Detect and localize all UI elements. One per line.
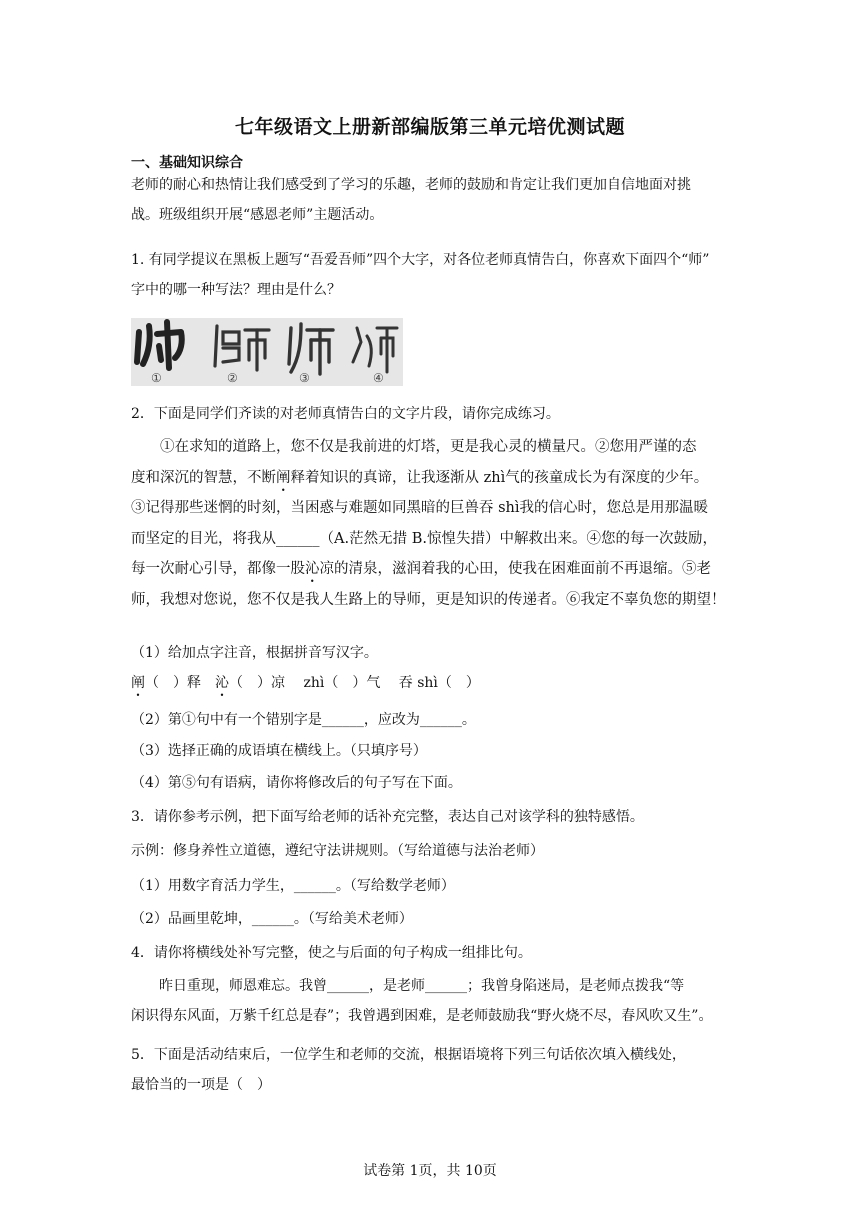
q1-line-1: 1. 有同学提议在黑板上题写“吾爱吾师”四个大字，对各位老师真情告白，你喜欢下面四个“师” xyxy=(131,252,710,268)
q4-line-1: 昨日重现，师恩难忘。我曾______，是老师______；我曾身陷迷局，是老师点拨我“等 xyxy=(159,978,685,994)
calligraphy-shi-image xyxy=(131,318,403,386)
calli-num-4: ④ xyxy=(373,371,384,385)
section-heading: 一、基础知识综合 xyxy=(131,155,243,171)
dotted-char-chan: 阐 xyxy=(276,469,291,486)
calligraphy-char-4 xyxy=(353,328,397,372)
passage-line-3: ③记得那些迷惘的时刻，当困惑与难题如同黑暗的巨兽吞 shì我的信心时，您总是用那温暖 xyxy=(131,500,709,516)
calligraphy-char-1 xyxy=(137,322,182,368)
intro-line-2: 战。班级组织开展“感恩老师”主题活动。 xyxy=(131,207,384,223)
calli-num-3: ③ xyxy=(299,371,310,385)
q3-example: 示例：修身养性立道德，遵纪守法讲规则。（写给道德与法治老师） xyxy=(131,843,544,859)
q2-part-4: （4）第⑤句有语病，请你将修改后的句子写在下面。 xyxy=(131,775,462,791)
question-1 xyxy=(131,245,741,305)
q3-part-1: （1）用数字育活力学生，______。（写给数学老师） xyxy=(131,878,455,894)
q2-part-2: （2）第①句中有一个错别字是______，应改为______。 xyxy=(131,712,476,728)
question-2-stem: 2．下面是同学们齐读的对老师真情告白的文字片段，请你完成练习。 xyxy=(131,406,560,422)
q4-paragraph xyxy=(131,971,741,1031)
page-footer: 试卷第 1页，共 10页 xyxy=(363,1163,497,1179)
passage-line-6: 师，我想对您说，您不仅是我人生路上的导师，更是知识的传递者。⑥我定不辜负您的期望！ xyxy=(131,591,726,608)
q1-line-2: 字中的哪一种写法？理由是什么？ xyxy=(131,282,341,298)
passage-line-2: 度和深沉的智慧，不断阐释着知识的真谛，让我逐渐从 zhì气的孩童成长为有深度的少年。 xyxy=(131,469,709,486)
q5-line-2: 最恰当的一项是（ ） xyxy=(131,1077,271,1093)
q5-line-1: 5．下面是活动结束后，一位学生和老师的交流，根据语境将下列三句话依次填入横线处， xyxy=(131,1047,686,1063)
question-5 xyxy=(131,1040,741,1100)
calli-num-1: ① xyxy=(151,371,162,385)
q4-line-2: 闲识得东风面，万紫千红总是春”；我曾遇到困难，是老师鼓励我“野火烧不尽，春风吹又生”。 xyxy=(131,1008,713,1024)
passage-line-1: ①在求知的道路上，您不仅是我前进的灯塔，更是我心灵的横量尺。②您用严谨的态 xyxy=(160,439,697,455)
q3-part-2: （2）品画里乾坤，______。（写给美术老师） xyxy=(131,911,413,927)
passage-line-5: 每一次耐心引导，都像一股沁凉的清泉，滋润着我的心田，使我在困难面前不再退缩。⑤老 xyxy=(131,561,711,577)
q2-part-3: （3）选择正确的成语填在横线上。（只填序号） xyxy=(131,743,427,759)
page-title: 七年级语文上册新部编版第三单元培优测试题 xyxy=(234,116,625,138)
passage-line-4: 而坚定的目光，将我从______（A.茫然无措 B.惊惶失措）中解救出来。④您的每一次鼓励， xyxy=(131,530,717,547)
calligraphy-char-2 xyxy=(215,326,269,370)
calli-num-2: ② xyxy=(227,371,238,385)
q2-part-1-blanks: 阐（ ）释 沁（ ）凉 zhì（ ）气 吞 shì（ ） xyxy=(131,675,480,691)
question-3-stem: 3．请你参考示例，把下面写给老师的话补充完整，表达自己对该学科的独特感悟。 xyxy=(131,809,644,825)
teacher-passage xyxy=(131,432,741,615)
dotted-char-qin: 沁 xyxy=(305,561,320,577)
q2-part-1: （1）给加点字注音，根据拼音写汉字。 xyxy=(131,645,378,661)
intro-paragraph xyxy=(131,170,741,230)
calligraphy-char-3 xyxy=(289,324,333,374)
intro-line-1: 老师的耐心和热情让我们感受到了学习的乐趣，老师的鼓励和肯定让我们更加自信地面对挑 xyxy=(131,177,691,193)
question-4-stem: 4．请你将横线处补写完整，使之与后面的句子构成一组排比句。 xyxy=(131,945,532,961)
